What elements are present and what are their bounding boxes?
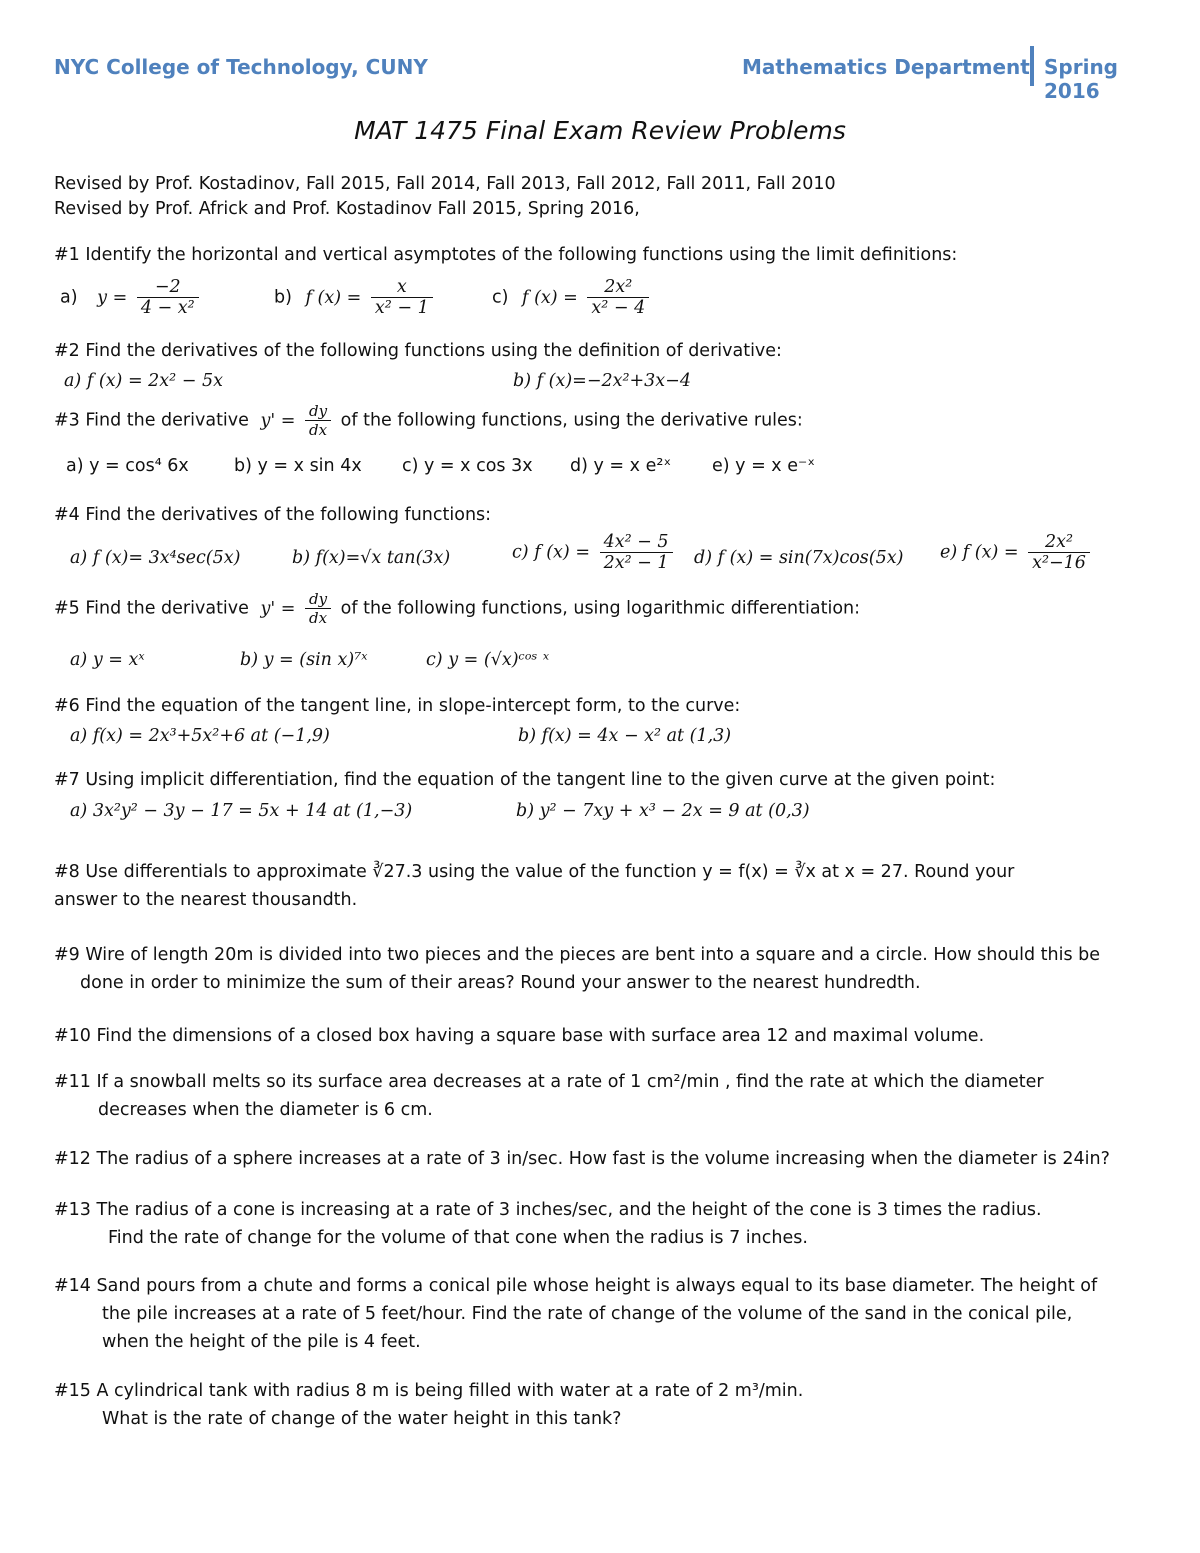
problem-3b: b) y = x sin 4x (234, 456, 362, 476)
problem-5-dydx (305, 590, 331, 627)
problem-4e (940, 532, 1094, 573)
problem-14-line-2: the pile increases at a rate of 5 feet/hour. Find the rate of change of the volume of the sand in the conical pile, (102, 1304, 1073, 1324)
problem-3-dx: dx (305, 420, 331, 439)
problem-6-prompt: #6 Find the equation of the tangent line, in slope-intercept form, to the curve: (54, 696, 741, 716)
problem-1c-denominator: x² − 4 (587, 297, 649, 318)
problem-3c: c) y = x cos 3x (402, 456, 533, 476)
problem-7b: b) y² − 7xy + x³ − 2x = 9 at (0,3) (516, 801, 810, 821)
problem-5a: a) y = xˣ (70, 650, 145, 670)
institution-name: NYC College of Technology, CUNY (54, 55, 428, 79)
problem-11-line-2: decreases when the diameter is 6 cm. (98, 1100, 433, 1120)
problem-1b-fraction (371, 277, 433, 318)
problem-3-text-pre: #3 Find the derivative (54, 410, 249, 431)
problem-5-dy: dy (309, 590, 328, 608)
problem-5-text-post: of the following functions, using logarithmic differentiation: (340, 598, 861, 619)
problem-4a: a) f (x)= 3x⁴sec(5x) (70, 548, 241, 568)
problem-4c-numerator: 4x² − 5 (603, 532, 669, 552)
problem-3a: a) y = cos⁴ 6x (66, 456, 189, 476)
problem-15-line-2: What is the rate of change of the water height in this tank? (102, 1409, 622, 1429)
problem-1c-fraction (587, 277, 649, 318)
problem-3d: d) y = x e²ˣ (570, 456, 672, 476)
problem-5c: c) y = (√x)ᶜᵒˢ ˣ (426, 650, 550, 670)
problem-1-prompt: #1 Identify the horizontal and vertical asymptotes of the following functions using the limit definitions: (54, 245, 958, 265)
problem-15-line-1: #15 A cylindrical tank with radius 8 m is being filled with water at a rate of 2 m³/min. (54, 1381, 804, 1401)
problem-4b: b) f(x)=√x tan(3x) (292, 548, 451, 568)
problem-5-dx: dx (305, 608, 331, 627)
problem-1b-label: b) (274, 287, 292, 308)
problem-3-dy: dy (309, 402, 328, 420)
problem-12 (54, 1145, 1154, 1173)
problem-12-line-1: #12 The radius of a sphere increases at a rate of 3 in/sec. How fast is the volume increasing when the diameter is 24in? (54, 1149, 1110, 1169)
problem-1b-denominator: x² − 1 (371, 297, 433, 318)
term-label: Spring 2016 (1044, 55, 1118, 103)
problem-4d: d) f (x) = sin(7x)cos(5x) (694, 548, 904, 568)
problem-11-line-1: #11 If a snowball melts so its surface area decreases at a rate of 1 cm²/min , find the rate at which the diameter (54, 1072, 1044, 1092)
problem-14-line-1: #14 Sand pours from a chute and forms a conical pile whose height is always equal to its base diameter. The height of (54, 1276, 1098, 1296)
problem-13 (54, 1196, 1154, 1252)
problem-1b (274, 277, 437, 318)
problem-1c-lhs: f (x) = (522, 287, 578, 308)
problem-2a: a) f (x) = 2x² − 5x (64, 371, 223, 391)
problem-9-line-1: #9 Wire of length 20m is divided into two pieces and the pieces are bent into a square and a circle. How should this be (54, 945, 1101, 965)
problem-1a-fraction (137, 277, 199, 318)
problem-14-line-3: when the height of the pile is 4 feet. (102, 1332, 421, 1352)
problem-7a: a) 3x²y² − 3y − 17 = 5x + 14 at (1,−3) (70, 801, 413, 821)
revision-line-2: Revised by Prof. Africk and Prof. Kostadinov Fall 2015, Spring 2016, (54, 199, 640, 219)
problem-1a-numerator: −2 (154, 277, 181, 297)
problem-1c-label: c) (492, 287, 509, 308)
problem-1b-numerator: x (396, 277, 407, 297)
problem-10-line-1: #10 Find the dimensions of a closed box having a square base with surface area 12 and maximal volume. (54, 1026, 985, 1046)
problem-3-dydx (305, 402, 331, 439)
problem-4e-lhs: e) f (x) = (940, 542, 1019, 563)
problem-4c (512, 532, 677, 573)
problem-8-line-2: answer to the nearest thousandth. (54, 890, 358, 910)
problem-5-prompt (54, 590, 860, 627)
problem-4c-fraction (600, 532, 673, 573)
problem-8-line-1: #8 Use differentials to approximate ∛27.3 using the value of the function y = f(x) = ∛x at x = 27. Round your (54, 862, 1015, 882)
problem-1a-lhs: y = (97, 287, 128, 308)
problem-7-prompt: #7 Using implicit differentiation, find the equation of the tangent line to the given curve at the given point: (54, 770, 996, 790)
problem-1b-lhs: f (x) = (305, 287, 362, 308)
problem-10 (54, 1022, 1154, 1050)
problem-5b: b) y = (sin x)⁷ˣ (240, 650, 368, 670)
problem-5-lhs: y' = (260, 598, 296, 619)
problem-4e-fraction (1028, 532, 1090, 573)
problem-4e-numerator: 2x² (1045, 532, 1074, 552)
problem-4c-denominator: 2x² − 1 (600, 552, 673, 573)
problem-11 (54, 1068, 1154, 1124)
problem-3-prompt (54, 402, 803, 439)
problem-3e: e) y = x e⁻ˣ (712, 456, 815, 476)
problem-14 (54, 1272, 1154, 1356)
page-header (54, 50, 1160, 103)
problem-4-prompt: #4 Find the derivatives of the following functions: (54, 505, 492, 525)
problem-1a (60, 277, 203, 318)
problem-1a-denominator: 4 − x² (137, 297, 199, 318)
problem-3-text-post: of the following functions, using the derivative rules: (340, 410, 803, 431)
problem-13-line-2: Find the rate of change for the volume of that cone when the radius is 7 inches. (108, 1228, 808, 1248)
problem-9-line-2: done in order to minimize the sum of their areas? Round your answer to the nearest hundredth. (80, 973, 921, 993)
document-title: MAT 1475 Final Exam Review Problems (354, 116, 846, 145)
problem-8 (54, 858, 1154, 914)
problem-1c (492, 277, 653, 318)
problem-13-line-1: #13 The radius of a cone is increasing at a rate of 3 inches/sec, and the height of the cone is 3 times the radius. (54, 1200, 1042, 1220)
problem-2-prompt: #2 Find the derivatives of the following functions using the definition of derivative: (54, 341, 782, 361)
problem-1c-numerator: 2x² (604, 277, 633, 297)
revision-line-1: Revised by Prof. Kostadinov, Fall 2015, Fall 2014, Fall 2013, Fall 2012, Fall 2011, Fall 2010 (54, 174, 836, 194)
problem-4c-lhs: c) f (x) = (512, 542, 590, 563)
problem-3-lhs: y' = (260, 410, 296, 431)
problem-6b: b) f(x) = 4x − x² at (1,3) (518, 726, 732, 746)
problem-15 (54, 1377, 1154, 1433)
problem-1a-label: a) (60, 287, 78, 308)
header-divider (1030, 46, 1034, 86)
problem-5-text-pre: #5 Find the derivative (54, 598, 249, 619)
problem-9 (54, 941, 1154, 997)
department-name: Mathematics Department (742, 55, 1030, 79)
problem-4e-denominator: x²−16 (1028, 552, 1090, 573)
problem-2b: b) f (x)=−2x²+3x−4 (513, 371, 691, 391)
problem-6a: a) f(x) = 2x³+5x²+6 at (−1,9) (70, 726, 330, 746)
